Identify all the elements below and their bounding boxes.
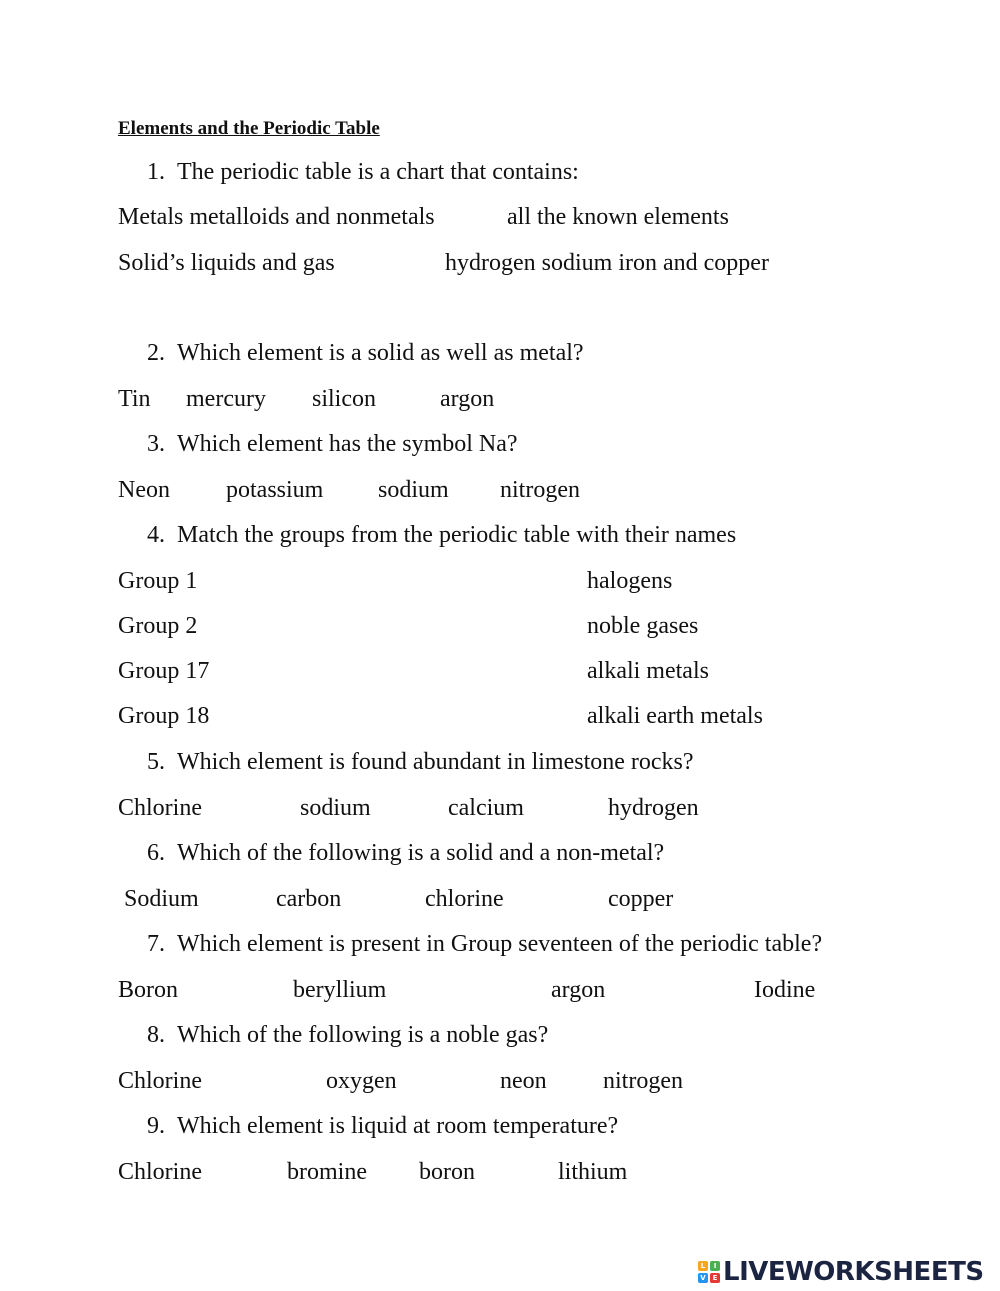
question-number: 9.: [147, 1113, 165, 1139]
match-group-label: Group 1: [118, 568, 198, 594]
answer-option[interactable]: silicon: [312, 386, 376, 412]
question-6: [147, 840, 664, 867]
question-4: [147, 522, 736, 549]
question-text: Which element is present in Group seventeen of the periodic table?: [177, 931, 823, 957]
question-number: 7.: [147, 931, 165, 957]
answer-option[interactable]: sodium: [300, 795, 371, 821]
logo-tiles-icon: [698, 1261, 720, 1283]
logo-tile: I: [710, 1261, 720, 1271]
answer-option[interactable]: copper: [608, 886, 674, 912]
question-7: [147, 931, 822, 958]
question-text: The periodic table is a chart that contains:: [177, 159, 579, 185]
answer-option[interactable]: neon: [500, 1068, 547, 1094]
match-group-label: Group 2: [118, 613, 198, 639]
question-text: Which element is liquid at room temperature?: [177, 1113, 619, 1139]
question-number: 4.: [147, 522, 165, 548]
answer-option[interactable]: nitrogen: [500, 477, 580, 503]
match-group-label: Group 17: [118, 658, 210, 684]
match-name-option[interactable]: noble gases: [587, 613, 699, 639]
match-group-label: Group 18: [118, 703, 210, 729]
answer-option[interactable]: argon: [440, 386, 495, 412]
answer-option[interactable]: Boron: [118, 977, 178, 1003]
answer-option[interactable]: Chlorine: [118, 1159, 202, 1185]
question-8: [147, 1022, 548, 1049]
answer-option[interactable]: Neon: [118, 477, 170, 503]
logo-tile: V: [698, 1273, 708, 1283]
question-number: 5.: [147, 749, 165, 775]
answer-option[interactable]: bromine: [287, 1159, 367, 1185]
match-name-option[interactable]: halogens: [587, 568, 673, 594]
answer-option[interactable]: nitrogen: [603, 1068, 683, 1094]
liveworksheets-logo: [698, 1255, 984, 1289]
question-number: 6.: [147, 840, 165, 866]
answer-option[interactable]: all the known elements: [507, 204, 729, 230]
page-title: Elements and the Periodic Table: [118, 118, 380, 139]
answer-option[interactable]: boron: [419, 1159, 475, 1185]
question-5: [147, 749, 694, 776]
answer-option[interactable]: carbon: [276, 886, 342, 912]
question-number: 3.: [147, 431, 165, 457]
answer-option[interactable]: Tin: [118, 386, 151, 412]
answer-option[interactable]: potassium: [226, 477, 324, 503]
answer-option[interactable]: hydrogen sodium iron and copper: [445, 250, 769, 276]
question-number: 1.: [147, 159, 165, 185]
question-text: Which element is found abundant in limestone rocks?: [177, 749, 694, 775]
question-text: Which of the following is a noble gas?: [177, 1022, 549, 1048]
answer-option[interactable]: argon: [551, 977, 606, 1003]
answer-option[interactable]: oxygen: [326, 1068, 397, 1094]
question-9: [147, 1113, 618, 1140]
answer-option[interactable]: mercury: [186, 386, 266, 412]
answer-option[interactable]: Solid’s liquids and gas: [118, 250, 335, 276]
question-text: Which element has the symbol Na?: [177, 431, 518, 457]
question-number: 8.: [147, 1022, 165, 1048]
question-3: [147, 431, 518, 458]
answer-option[interactable]: Chlorine: [118, 1068, 202, 1094]
logo-text: LIVEWORKSHEETS: [723, 1257, 984, 1287]
question-number: 2.: [147, 340, 165, 366]
match-name-option[interactable]: alkali earth metals: [587, 703, 763, 729]
question-1: [147, 159, 579, 186]
answer-option[interactable]: calcium: [448, 795, 524, 821]
logo-tile: E: [710, 1273, 720, 1283]
answer-option[interactable]: chlorine: [425, 886, 504, 912]
answer-option[interactable]: beryllium: [293, 977, 387, 1003]
answer-option[interactable]: hydrogen: [608, 795, 699, 821]
answer-option[interactable]: lithium: [558, 1159, 628, 1185]
answer-option[interactable]: Sodium: [124, 886, 199, 912]
question-2: [147, 340, 584, 367]
answer-option[interactable]: Chlorine: [118, 795, 202, 821]
answer-option[interactable]: Metals metalloids and nonmetals: [118, 204, 435, 230]
question-text: Which of the following is a solid and a non-metal?: [177, 840, 665, 866]
answer-option[interactable]: Iodine: [754, 977, 816, 1003]
question-text: Match the groups from the periodic table with their names: [177, 522, 737, 548]
question-text: Which element is a solid as well as metal?: [177, 340, 584, 366]
answer-option[interactable]: sodium: [378, 477, 449, 503]
logo-tile: L: [698, 1261, 708, 1271]
match-name-option[interactable]: alkali metals: [587, 658, 709, 684]
